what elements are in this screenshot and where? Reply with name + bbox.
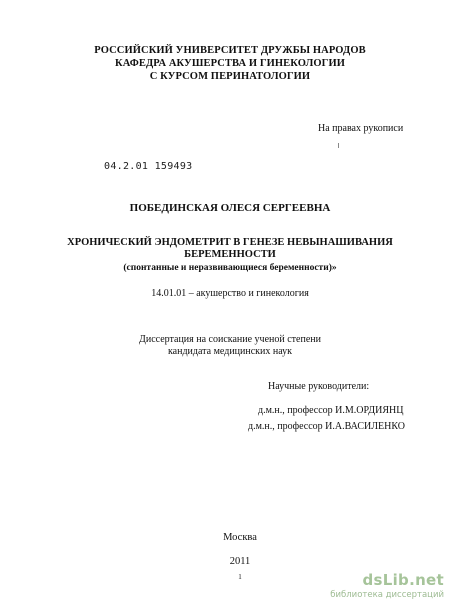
degree-line-1: Диссертация на соискание ученой степени bbox=[139, 334, 321, 345]
manuscript-note: На правах рукописи bbox=[318, 123, 404, 134]
watermark-logo: dsLib.net bbox=[362, 571, 444, 589]
city: Москва bbox=[223, 532, 257, 543]
degree-line-2: кандидата медицинских наук bbox=[167, 346, 293, 357]
dissertation-subtitle: (спонтанные и неразвивающиеся беременности)» bbox=[123, 263, 337, 273]
page-number: 1 bbox=[238, 573, 242, 581]
degree-statement bbox=[60, 334, 400, 358]
scan-mark bbox=[338, 143, 339, 148]
author-name: ПОБЕДИНСКАЯ ОЛЕСЯ СЕРГЕЕВНА bbox=[129, 202, 331, 214]
dissertation-title bbox=[60, 237, 400, 261]
watermark bbox=[324, 572, 444, 600]
title-line-2: БЕРЕМЕННОСТИ bbox=[184, 249, 276, 260]
university-name: РОССИЙСКИЙ УНИВЕРСИТЕТ ДРУЖБЫ НАРОДОВ bbox=[94, 45, 366, 56]
watermark-tagline: библиотека диссертаций bbox=[330, 590, 444, 600]
year: 2011 bbox=[229, 556, 251, 567]
supervisor-item: д.м.н., профессор И.А.ВАСИЛЕНКО bbox=[248, 421, 406, 432]
supervisor-item: д.м.н., профессор И.М.ОРДИЯНЦ bbox=[258, 405, 404, 416]
department-course: С КУРСОМ ПЕРИНАТОЛОГИИ bbox=[149, 71, 311, 82]
title-line-1: ХРОНИЧЕСКИЙ ЭНДОМЕТРИТ В ГЕНЕЗЕ НЕВЫНАШИВАНИЯ bbox=[67, 237, 393, 248]
department-name: КАФЕДРА АКУШЕРСТВА И ГИНЕКОЛОГИИ bbox=[115, 58, 345, 69]
registration-stamp: 04.2.01 159493 bbox=[104, 161, 193, 172]
supervisors-heading: Научные руководители: bbox=[268, 381, 370, 392]
institution-header bbox=[60, 44, 400, 83]
specialty-code: 14.01.01 – акушерство и гинекология bbox=[151, 288, 309, 299]
